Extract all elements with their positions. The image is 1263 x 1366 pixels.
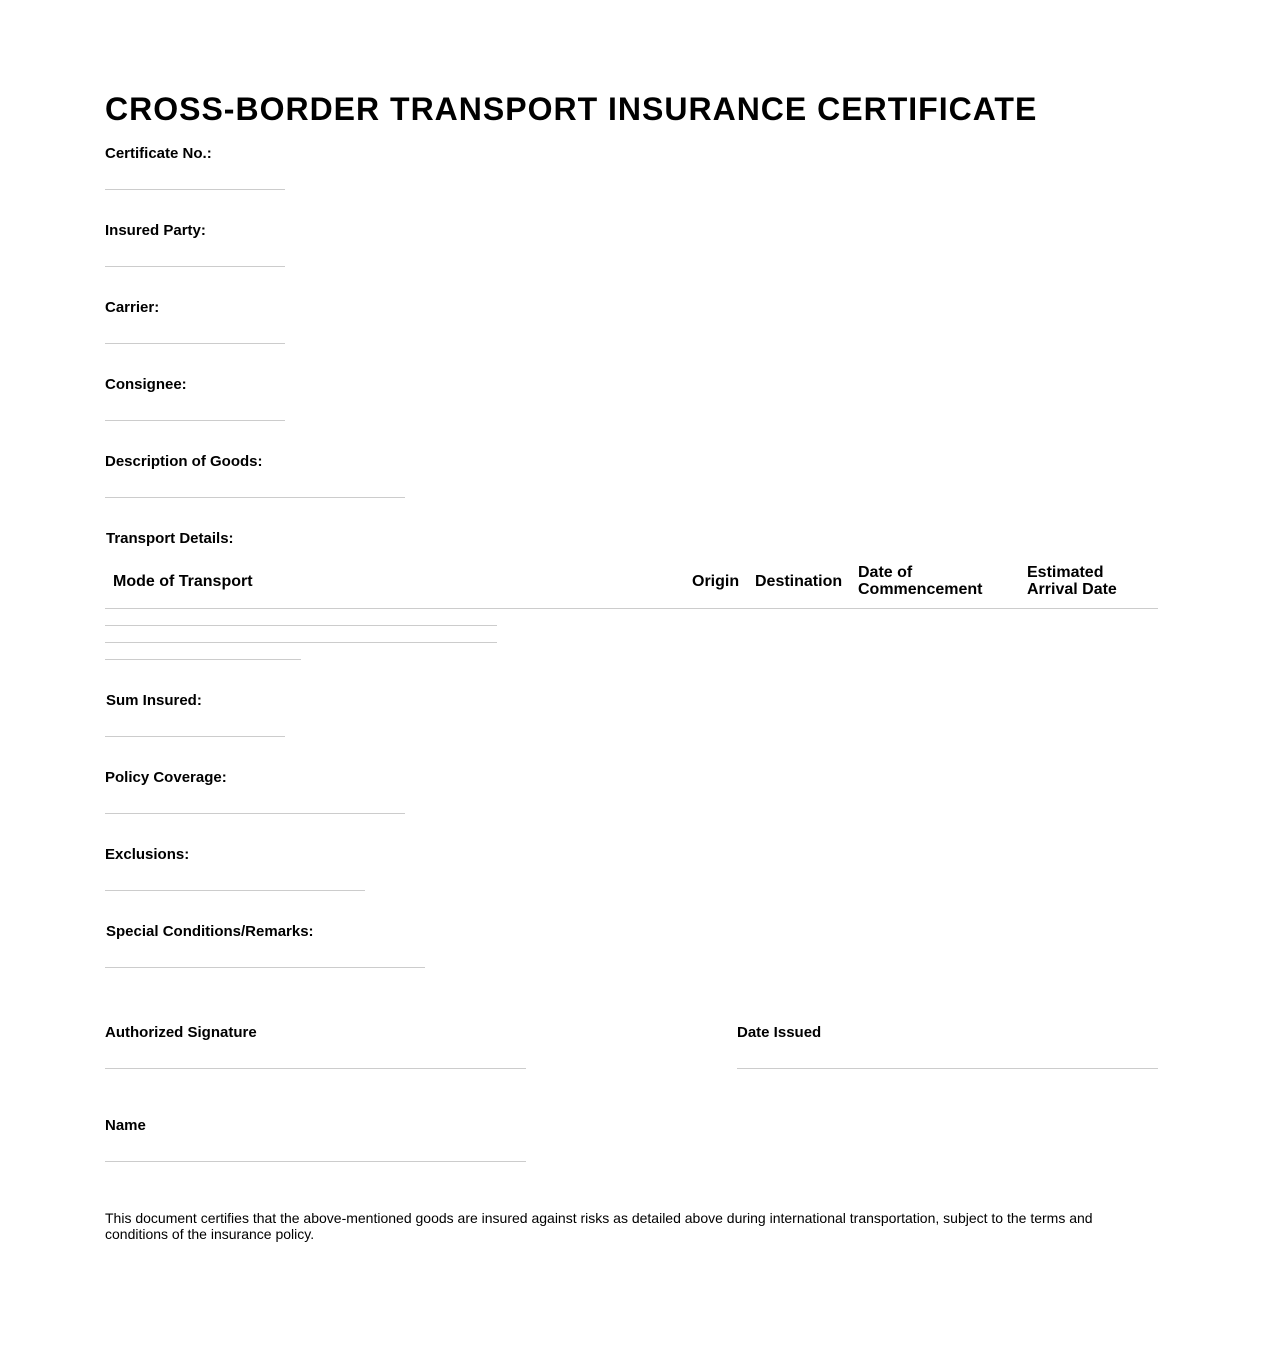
- column-header-date-of-commencement: Date of Commencement: [858, 564, 983, 598]
- column-header-mode-of-transport: Mode of Transport: [113, 573, 253, 590]
- certificate-no-label: Certificate No.:: [105, 145, 212, 162]
- carrier-label: Carrier:: [105, 299, 160, 316]
- authorized-signature-field[interactable]: [105, 1068, 526, 1069]
- name-field[interactable]: [105, 1161, 526, 1162]
- column-header-destination: Destination: [755, 573, 843, 590]
- description-of-goods-label: Description of Goods:: [105, 453, 263, 470]
- column-header-estimated-arrival-date: Estimated Arrival Date: [1027, 564, 1117, 598]
- policy-coverage-field[interactable]: [105, 813, 405, 814]
- consignee-field[interactable]: [105, 420, 285, 421]
- column-header-origin: Origin: [692, 573, 740, 590]
- authorized-signature-label: Authorized Signature: [105, 1024, 257, 1041]
- certificate-no-field[interactable]: [105, 189, 285, 190]
- insured-party-label: Insured Party:: [105, 222, 206, 239]
- insured-party-field[interactable]: [105, 266, 285, 267]
- exclusions-label: Exclusions:: [105, 846, 190, 863]
- special-conditions-label: Special Conditions/Remarks:: [106, 923, 314, 940]
- transport-details-label: Transport Details:: [106, 530, 234, 547]
- description-of-goods-field[interactable]: [105, 497, 405, 498]
- exclusions-field[interactable]: [105, 890, 365, 891]
- consignee-label: Consignee:: [105, 376, 187, 393]
- policy-coverage-label: Policy Coverage:: [105, 769, 227, 786]
- name-label: Name: [105, 1117, 146, 1134]
- certification-statement: This document certifies that the above-mentioned goods are insured against risks as detailed above during international transportation, subject to the terms and conditions of the insurance policy.: [105, 1210, 1093, 1242]
- date-issued-label: Date Issued: [737, 1024, 822, 1041]
- sum-insured-field[interactable]: [105, 736, 285, 737]
- date-issued-field[interactable]: [737, 1068, 1158, 1069]
- table-row-line[interactable]: [105, 642, 497, 643]
- page-title: CROSS-BORDER TRANSPORT INSURANCE CERTIFICATE: [105, 91, 1038, 127]
- table-row-line[interactable]: [105, 659, 301, 660]
- table-header-divider: [105, 608, 1158, 609]
- table-row-line[interactable]: [105, 625, 497, 626]
- carrier-field[interactable]: [105, 343, 285, 344]
- sum-insured-label: Sum Insured:: [106, 692, 202, 709]
- special-conditions-field[interactable]: [105, 967, 425, 968]
